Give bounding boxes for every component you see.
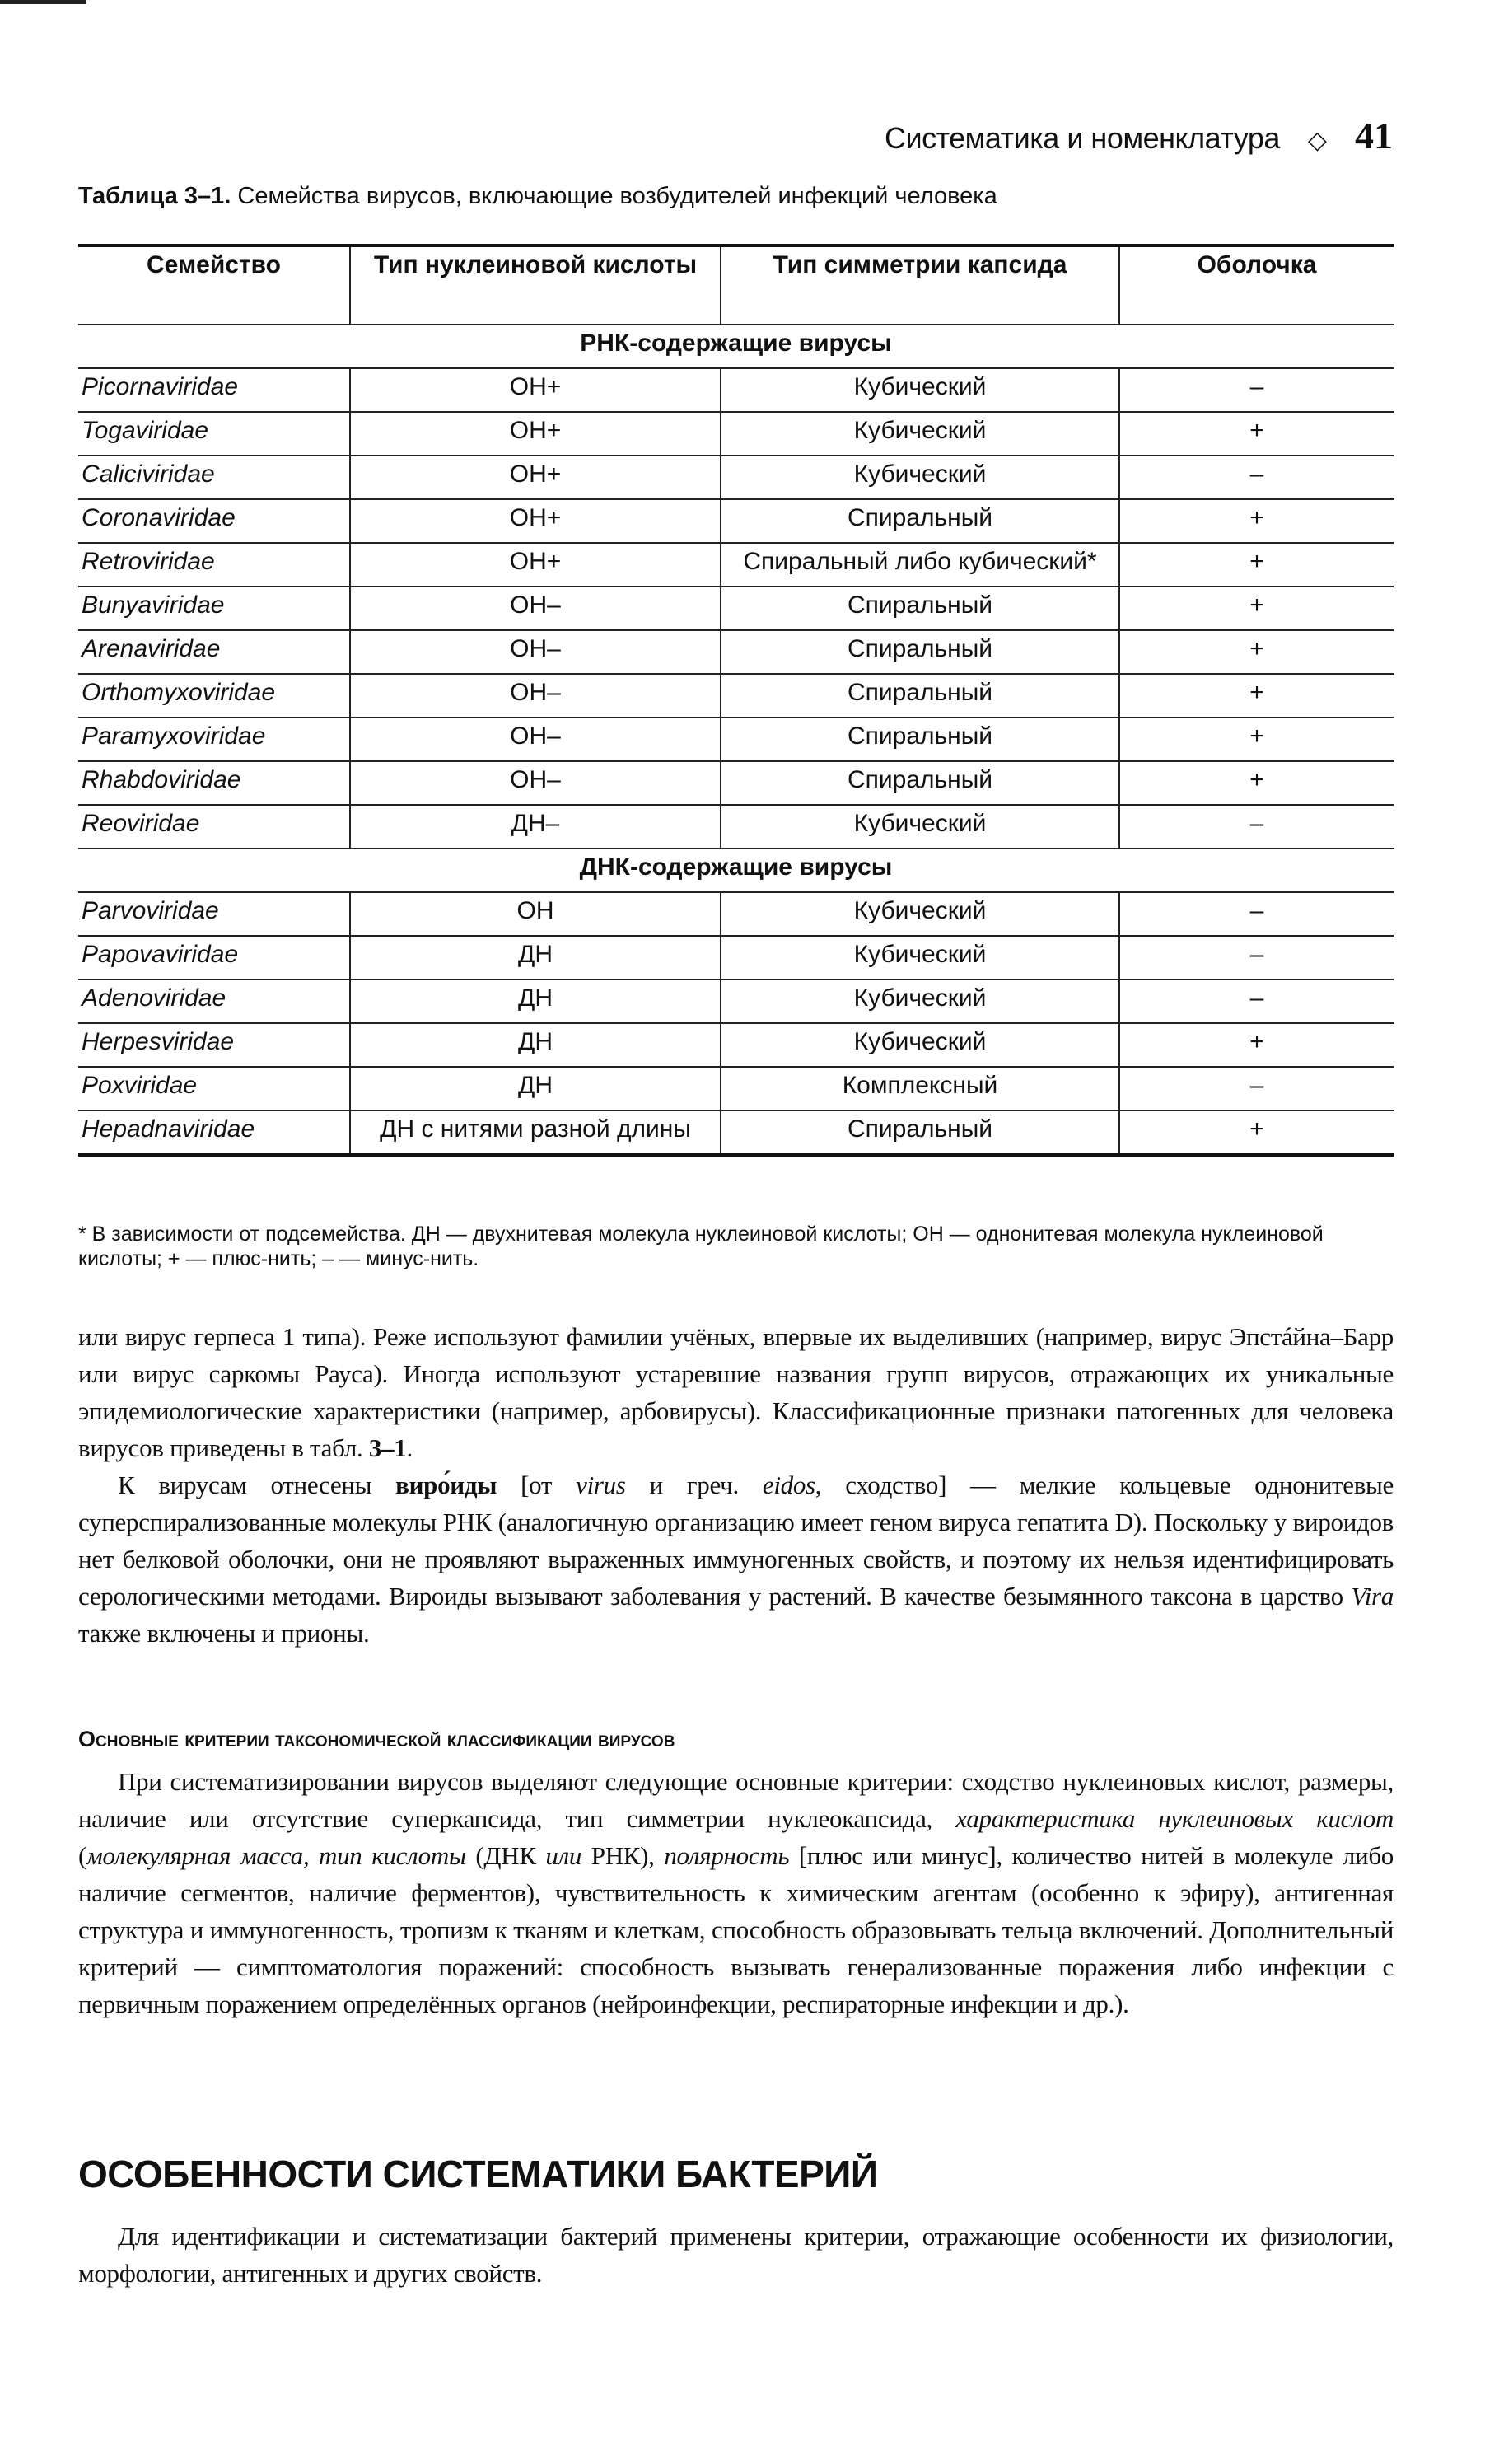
envelope-cell: +	[1119, 718, 1394, 761]
envelope-cell: +	[1119, 587, 1394, 630]
capsid-symmetry-cell: Кубический	[721, 456, 1119, 499]
p3-c: (	[78, 1841, 87, 1870]
table-row	[78, 892, 1394, 936]
diamond-icon: ◇	[1307, 127, 1327, 154]
family-cell: Adenoviridae	[78, 980, 350, 1023]
p2-a: К вирусам отнесены	[118, 1470, 396, 1499]
table-row	[78, 1023, 1394, 1067]
nucleic-acid-cell: ДН с нитями разной длины	[350, 1110, 721, 1155]
nucleic-acid-cell: ОН–	[350, 630, 721, 674]
family-cell: Poxviridae	[78, 1067, 350, 1110]
paragraph-4: Для идентификации и систематизации бактерий применены критерии, отражающие особенности их физиологии, морфологии, антигенных и других свойств.	[78, 2222, 1394, 2288]
family-cell: Parvoviridae	[78, 892, 350, 936]
table-row	[78, 805, 1394, 849]
envelope-cell: –	[1119, 805, 1394, 849]
p3-i: [плюс или минус], количество нитей в молекуле либо наличие сегментов, наличие ферментов), чувствительность к химическим агентам (особенно к эфиру), антигенная структура и иммуногенность, тропизм к тканям и клеткам, способность образовывать тельца включений. Дополнительный критерий — симптоматология поражений: способность вызывать генерализованные поражения либо инфекции с первичным поражением определённых органов (нейроинфекции, респираторные инфекции и др.).	[78, 1841, 1394, 2018]
nucleic-acid-cell: ОН+	[350, 368, 721, 412]
table-caption	[78, 183, 997, 210]
family-cell: Retroviridae	[78, 543, 350, 587]
family-cell: Arenaviridae	[78, 630, 350, 674]
term-viroids: виро́иды	[395, 1470, 497, 1499]
envelope-cell: +	[1119, 674, 1394, 718]
table-row	[78, 718, 1394, 761]
table-row	[78, 936, 1394, 980]
family-cell: Rhabdoviridae	[78, 761, 350, 805]
body-text-upper	[78, 1318, 1394, 1652]
family-cell: Herpesviridae	[78, 1023, 350, 1067]
paragraph-3	[78, 1763, 1394, 2022]
p1-end: .	[406, 1433, 413, 1462]
capsid-symmetry-cell: Спиральный	[721, 718, 1119, 761]
envelope-cell: –	[1119, 1067, 1394, 1110]
capsid-symmetry-cell: Кубический	[721, 368, 1119, 412]
page-corner-mark	[0, 0, 86, 4]
running-header-title: Систематика и номенклатура	[884, 121, 1280, 155]
table-row	[78, 543, 1394, 587]
capsid-symmetry-cell: Кубический	[721, 936, 1119, 980]
p1-text: или вирус герпеса 1 типа). Реже используют фамилии учёных, впервые их выделивших (например, вирус Эпстáйна–Барр или вирус саркомы Рауса). Иногда используют устаревшие названия групп вирусов, отражающих их уникальные эпидемиологические характеристики (например, арбовирусы). Классификационные признаки патогенных для человека вирусов приведены в табл.	[78, 1322, 1394, 1462]
body-text-bacteria	[78, 2218, 1394, 2292]
family-cell: Reoviridae	[78, 805, 350, 849]
capsid-symmetry-cell: Спиральный либо кубический*	[721, 543, 1119, 587]
nucleic-acid-cell: ДН–	[350, 805, 721, 849]
table-footnote: * В зависимости от подсемейства. ДН — двухнитевая молекула нуклеиновой кислоты; ОН — однонитевая молекула нуклеиновой кислоты; + — плюс-нить; – — минус-нить.	[78, 1223, 1324, 1270]
family-cell: Paramyxoviridae	[78, 718, 350, 761]
p3-f: или	[545, 1841, 582, 1870]
section-title: ДНК-содержащие вирусы	[78, 849, 1394, 892]
capsid-symmetry-cell: Кубический	[721, 805, 1119, 849]
envelope-cell: +	[1119, 1110, 1394, 1155]
p3-h: полярность	[664, 1841, 790, 1870]
nucleic-acid-cell: ОН–	[350, 674, 721, 718]
page-number: 41	[1355, 115, 1393, 157]
envelope-cell: +	[1119, 412, 1394, 456]
envelope-cell: –	[1119, 456, 1394, 499]
nucleic-acid-cell: ОН–	[350, 761, 721, 805]
table-header-row	[78, 245, 1394, 325]
envelope-cell: +	[1119, 499, 1394, 543]
table-row	[78, 980, 1394, 1023]
capsid-symmetry-cell: Кубический	[721, 892, 1119, 936]
table-row	[78, 587, 1394, 630]
family-cell: Caliciviridae	[78, 456, 350, 499]
running-header	[885, 114, 1393, 157]
family-cell: Togaviridae	[78, 412, 350, 456]
family-cell: Papovaviridae	[78, 936, 350, 980]
family-cell: Coronaviridae	[78, 499, 350, 543]
section-heading: ОСОБЕННОСТИ СИСТЕМАТИКИ БАКТЕРИЙ	[78, 2153, 878, 2195]
table-row	[78, 761, 1394, 805]
term-vira: Vira	[1351, 1582, 1394, 1611]
p3-g: РНК),	[581, 1841, 665, 1870]
paragraph-1	[78, 1318, 1394, 1466]
nucleic-acid-cell: ОН–	[350, 718, 721, 761]
p2-e: и греч.	[625, 1470, 763, 1499]
p3-b: характеристика нуклеиновых кислот	[955, 1804, 1394, 1833]
nucleic-acid-cell: ОН+	[350, 412, 721, 456]
capsid-symmetry-cell: Спиральный	[721, 630, 1119, 674]
family-cell: Picornaviridae	[78, 368, 350, 412]
capsid-symmetry-cell: Комплексный	[721, 1067, 1119, 1110]
table-row	[78, 456, 1394, 499]
nucleic-acid-cell: ОН+	[350, 499, 721, 543]
section-title: РНК-содержащие вирусы	[78, 325, 1394, 368]
p2-g: , сходство] — мелкие кольцевые однонитевые суперспирализованные молекулы РНК (аналогичную организацию имеет геном вируса гепатита D). Поскольку у вироидов нет белковой оболочки, они не проявляют выраженных иммуногенных свойств, и поэтому их нельзя идентифицировать серологическими методами. Вироиды вызывают заболевания у растений. В качестве безымянного таксона в царство	[78, 1470, 1394, 1611]
table-row	[78, 368, 1394, 412]
family-cell: Hepadnaviridae	[78, 1110, 350, 1155]
table-reference: 3–1	[368, 1433, 407, 1462]
nucleic-acid-cell: ОН+	[350, 456, 721, 499]
nucleic-acid-cell: ОН–	[350, 587, 721, 630]
capsid-symmetry-cell: Кубический	[721, 412, 1119, 456]
envelope-cell: –	[1119, 892, 1394, 936]
family-cell: Bunyaviridae	[78, 587, 350, 630]
envelope-cell: –	[1119, 368, 1394, 412]
table-row	[78, 1067, 1394, 1110]
envelope-cell: –	[1119, 980, 1394, 1023]
family-cell: Orthomyxoviridae	[78, 674, 350, 718]
table-row	[78, 1110, 1394, 1155]
p2-i: также включены и прионы.	[78, 1619, 370, 1648]
nucleic-acid-cell: ДН	[350, 1067, 721, 1110]
capsid-symmetry-cell: Спиральный	[721, 587, 1119, 630]
capsid-symmetry-cell: Спиральный	[721, 674, 1119, 718]
table-caption-label: Таблица 3–1.	[78, 183, 231, 209]
envelope-cell: +	[1119, 630, 1394, 674]
virus-families-table	[78, 244, 1394, 1157]
p3-e: (ДНК	[465, 1841, 546, 1870]
term-eidos: eidos	[762, 1470, 815, 1499]
paragraph-2	[78, 1466, 1394, 1652]
capsid-symmetry-cell: Кубический	[721, 980, 1119, 1023]
p3-d: молекулярная масса, тип кислоты	[86, 1841, 466, 1870]
header-family: Семейство	[78, 245, 350, 325]
header-envelope: Оболочка	[1119, 245, 1394, 325]
header-nucleic-acid: Тип нуклеиновой кислоты	[350, 245, 721, 325]
p3-a: При систематизировании вирусов выделяют следующие основные критерии: сходство нуклеиновых кислот, размеры, наличие или отсутствие суперкапсида, тип симметрии нуклеокапсида,	[78, 1767, 1394, 1833]
capsid-symmetry-cell: Кубический	[721, 1023, 1119, 1067]
envelope-cell: +	[1119, 761, 1394, 805]
table-row	[78, 674, 1394, 718]
table-row	[78, 630, 1394, 674]
envelope-cell: +	[1119, 543, 1394, 587]
table-row	[78, 412, 1394, 456]
subsection-heading: Основные критерии таксономической классификации вирусов	[78, 1727, 675, 1751]
section-row	[78, 325, 1394, 368]
table-caption-text: Семейства вирусов, включающие возбудителей инфекций человека	[231, 183, 997, 209]
p2-c: [от	[497, 1470, 577, 1499]
capsid-symmetry-cell: Спиральный	[721, 499, 1119, 543]
envelope-cell: –	[1119, 936, 1394, 980]
nucleic-acid-cell: ДН	[350, 1023, 721, 1067]
section-row	[78, 849, 1394, 892]
body-text-criteria	[78, 1763, 1394, 2022]
capsid-symmetry-cell: Спиральный	[721, 1110, 1119, 1155]
envelope-cell: +	[1119, 1023, 1394, 1067]
nucleic-acid-cell: ОН+	[350, 543, 721, 587]
term-virus: virus	[576, 1470, 626, 1499]
table-row	[78, 499, 1394, 543]
nucleic-acid-cell: ОН	[350, 892, 721, 936]
capsid-symmetry-cell: Спиральный	[721, 761, 1119, 805]
nucleic-acid-cell: ДН	[350, 936, 721, 980]
header-capsid-symmetry: Тип симметрии капсида	[721, 245, 1119, 325]
nucleic-acid-cell: ДН	[350, 980, 721, 1023]
